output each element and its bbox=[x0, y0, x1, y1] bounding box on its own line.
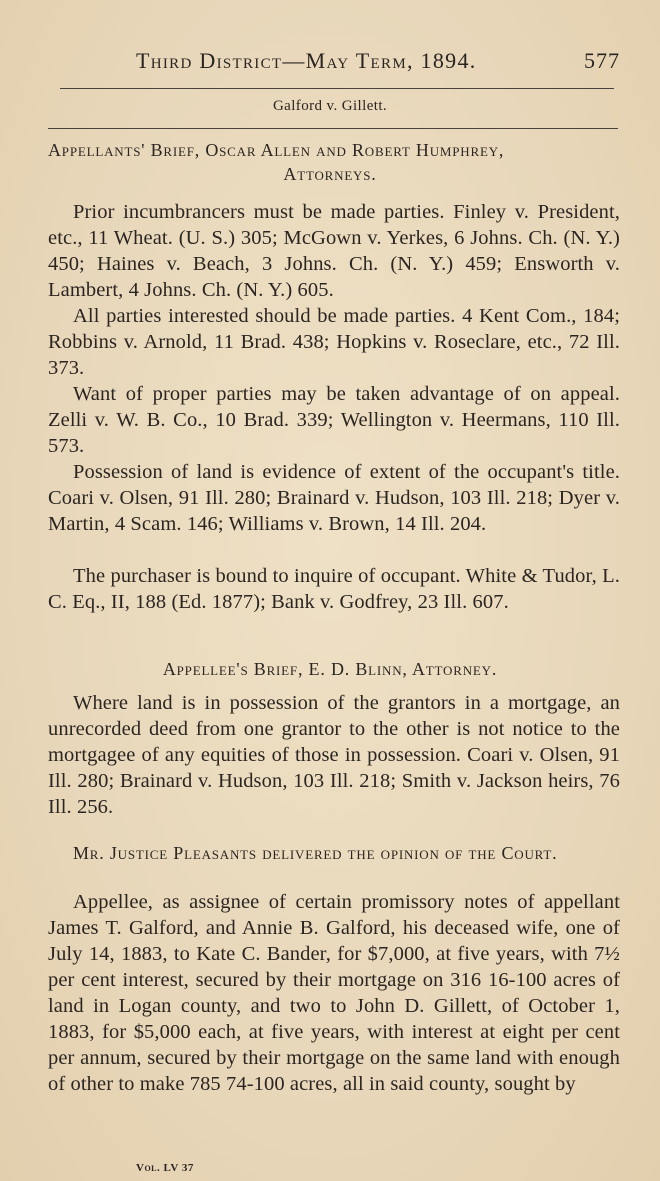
page-number: 577 bbox=[584, 48, 620, 73]
appellants-paragraph: The purchaser is bound to inquire of occupant. White & Tudor, L. C. Eq., II, 188 (Ed. 1877); Bank v. Godfrey, 23 Ill. 607. bbox=[48, 565, 620, 613]
case-title: Galford v. Gillett. bbox=[272, 98, 388, 114]
running-title: Third District—May Term, 1894. bbox=[136, 48, 477, 73]
page-header bbox=[48, 48, 620, 82]
case-title-rule bbox=[48, 128, 618, 129]
appellants-paragraph: All parties interested should be made parties. 4 Kent Com., 184; Robbins v. Arnold, 11 Brad. 438; Hopkins v. Roseclare, etc., 72 Ill. 373. bbox=[48, 305, 620, 379]
appellees-brief-heading: Appellee's Brief, E. D. Blinn, Attorney. bbox=[162, 659, 498, 679]
header-rule bbox=[60, 88, 614, 89]
opinion-heading: Mr. Justice Pleasants delivered the opinion of the Court. bbox=[73, 843, 558, 863]
opinion-paragraph: Appellee, as assignee of certain promissory notes of appellant James T. Galford, and Annie B. Galford, his deceased wife, one of July 14, 1883, to Kate C. Bander, for $7,000, at five years, with 7½ per cent interest, secured by their mortgage on 316 16-100 acres of land in Logan county, and two to John D. Gillett, of October 1, 1883, for $5,000 each, at five years, with interest at eight per cent per annum, secured by their mortgage on the same land with enough of other to make 785 74-100 acres, all in said county, sought by bbox=[48, 891, 620, 1095]
appellants-brief-heading-attorneys: Attorneys. bbox=[283, 164, 377, 184]
appellees-paragraph: Where land is in possession of the grantors in a mortgage, an unrecorded deed from one grantor to the other is not notice to the mortgagee of any equities of those in possession. Coari v. Olsen, 91 Ill. 280; Brainard v. Hudson, 103 Ill. 218; Smith v. Jackson heirs, 76 Ill. 256. bbox=[48, 692, 620, 818]
appellants-paragraph: Want of proper parties may be taken advantage of on appeal. Zelli v. W. B. Co., 10 Brad. 339; Wellington v. Heermans, 110 Ill. 573. bbox=[48, 383, 620, 457]
appellants-paragraph: Possession of land is evidence of extent of the occupant's title. Coari v. Olsen, 91 Ill. 280; Brainard v. Hudson, 103 Ill. 218; Dyer v. Martin, 4 Scam. 146; Williams v. Brown, 14 Ill. 204. bbox=[48, 461, 620, 535]
signature-mark: Vol. LV 37 bbox=[136, 1162, 194, 1174]
appellants-paragraph: Prior incumbrancers must be made parties. Finley v. President, etc., 11 Wheat. (U. S.) 305; McGown v. Yerkes, 6 Johns. Ch. (N. Y.) 450; Haines v. Beach, 3 Johns. Ch. (N. Y.) 459; Ensworth v. Lambert, 4 Johns. Ch. (N. Y.) 605. bbox=[48, 201, 620, 301]
appellants-brief-heading: Appellants' Brief, Oscar Allen and Robert Humphrey, bbox=[48, 140, 505, 160]
